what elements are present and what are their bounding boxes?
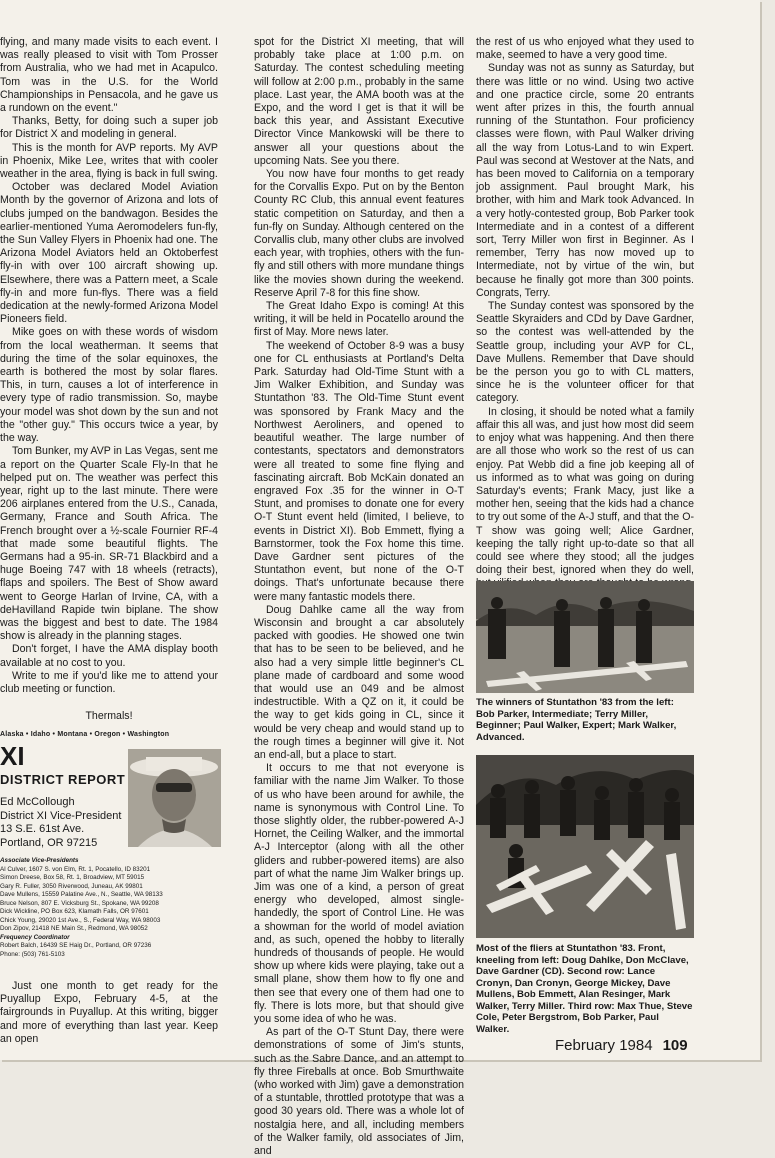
paragraph: As part of the O-T Stunt Day, there were demonstrations of some of Jim's stunts, such as the Sabre Dance, and an attempt to fly three Fireballs at once. Bob Smurthwaite (who worked with Jim) gave a demonstration of a stuntable, throttled prototype that was a good 30 years old. There was a whole lot of nostalgia here, and all, including members of the Walker family, old associates of Jim, and (254, 1026, 464, 1158)
district-report-title: DISTRICT REPORT (0, 772, 126, 787)
paragraph: It occurs to me that not everyone is familiar with the name Jim Walker. To those of us who have been around for awhile, the name is synonymous with Control Line. To those slightly older, the rubber-powered A-J Hornet, the Ceiling Walker, and the immortal A-J Interceptor (along with all the other gliders and rubber-powered items) are also part of what the name Jim Walker brings up. Jim was one of a kind, a person of great energy who developed, almost single-handedly, the sport of Control Line. He was a showman for the world of model aviation and, as such, opened the hobby to literally hundreds of thousands of people. He would show up where kids were playing, take out a small plane, show them how to fly one and then see that every one of them had one to fly. There is lots more, but that should give you some idea of who he was. (254, 762, 464, 1026)
paragraph: Tom Bunker, my AVP in Las Vegas, sent me a report on the Quarter Scale Fly-In that he helped put on. The weather was perfect this year, right up to the last minute. There were 206 airplanes entered from the U.S., Canada, Germany, France and South Africa. The French brought over a ½-scale Fournier RF-4 that made some beautiful flights. The Germans had a 95-in. SR-71 Blackbird and a huge Boeing 747 with 18 wheels (retracts), flaps and spoilers. The Best of Show award went to George Harlan of Irvine, CA, with a deHavilland Rapide twin biplane. The show was the biggest and best to date. The 1984 show is already in the planning stages. (0, 445, 218, 643)
assoc-line: Simon Dreese, Box 58, Rt. 1, Broadview, MT 59015 (0, 874, 145, 881)
vp-line: 13 S.E. 61st Ave. (0, 823, 85, 835)
freq-line: Robert Balch, 16439 SE Haig Dr., Portland, OR 97236 (0, 942, 152, 949)
freq-heading: Frequency Coordinator (0, 933, 70, 941)
freq-line: Phone: (503) 761-5103 (0, 950, 65, 958)
paragraph: In closing, it should be noted what a family affair this all was, and just how most did seem to enjoy what was happening. And then there are all those who work so the rest of us can enjoy. Pat Webb did a fine job keeping all of us informed as to what was going on during Saturday's events; Frank Macy, just like a mother hen, seeing that the kids had a chance to try out some of the A-J stuff, and that the O-T show was going well; Alice Gardner, keeping the tally right up-to-date so that all could see where they stood; all the judges doing their best, ignored when they do well, (476, 405, 694, 577)
paragraph: Just one month to get ready for the Puyallup Expo, February 4-5, at the fairgrounds in Puyallup. At this writing, bigger and more of everything than last year. Keep an open (0, 980, 218, 1045)
column-1-bottom (0, 980, 218, 1046)
paragraph: spot for the District XI meeting, that will probably take place at 1:00 p.m. on Saturday. The contest scheduling meeting will follow at 2:00 p.m., probably in the same place. Last year, the AMA booth was at the Expo, and the word I get is that it will be back this year, and Assistant Executive Director Vince Mankowski will be there to answer all your questions about the upcoming Nats. See you there. (254, 36, 464, 167)
paragraph: Doug Dahlke came all the way from Wisconsin and brought a car absolutely packed with goodies. He showed one twin that has to be seen to be believed, and he also had a very simple little beginner's CL plane made of cardboard and some wood that would use an 049 and be almost indestructible. With a QZ on it, it could be the way to get kids going in CL, since it would be very cheap and would stand up to the rough times a beginner will give it. Not an end-all, but a place to start. (254, 603, 464, 761)
vp-line: District XI Vice-President (0, 809, 122, 822)
assoc-line: Gary R. Fuller, 3050 Riverwood, Juneau, AK 99801 (0, 882, 143, 890)
district-number: XI (0, 741, 25, 771)
column-2 (254, 36, 464, 1158)
assoc-line: Chick Young, 29020 1st Ave., S., Federal Way, WA 98003 (0, 916, 161, 924)
paragraph: You now have four months to get ready for the Corvallis Expo. Put on by the Benton County RC Club, this annual event features static competition on Saturday, and then a fun-fly on Sunday. Although centered on the Corvallis club, many other clubs are involved each year, with trophies, others with the fun-fly and still others with more mundane things like the movies shown during the weekend. Reserve April 7-8 for this fine show. (254, 168, 464, 299)
page-footer (555, 1037, 688, 1054)
assoc-line: Don Zipov, 21418 NE Main St., Redmond, WA 98052 (0, 925, 148, 932)
paragraph: the rest of us who enjoyed what they used to make, seemed to have a very good time. (476, 36, 694, 62)
issue-date: February 1984 (555, 1037, 653, 1054)
column-3 (476, 36, 694, 577)
paragraph: Sunday was not as sunny as Saturday, but there was little or no wind. Using two active and one practice circle, some 20 entrants went after prizes in this, the fourth annual running of the Stuntathon. Four proficiency classes were flown, with Paul Walker driving all the way from Lotus-Land to win Expert. Paul was second at Westover at the Nats, and has been moved to California on a temporary job assignment. Paul brought Mark, his brother, with him and Mark took Advanced. In a very hotly-contested group, Bob Parker took Intermediate and in a contest of a different sort, Terry Miller won first in Beginner. As I remember, Terry has now moved up to Intermediate, not by virtue of the win, but because he finally got more than 300 points. Congrats, Terry. (476, 62, 694, 299)
district-states: Alaska • Idaho • Montana • Oregon • Washington (0, 731, 170, 738)
fliers-group-photo (476, 755, 694, 938)
assoc-heading: Associate Vice-Presidents (0, 857, 79, 864)
vice-president-address (0, 796, 121, 850)
page-number: 109 (662, 1037, 688, 1054)
paragraph: Mike goes on with these words of wisdom from the local weatherman. It seems that during the time of the solar equinoxes, the earth is bothered the most by solar flares. This, in turn, causes a lot of interference in every type of radio transmission. So, maybe your model was shot down by the sun and not the "other guy." This occurs twice a year, by the way. (0, 326, 218, 445)
assoc-line: Dave Mullens, 15559 Palatine Ave., N., Seattle, WA 98133 (0, 891, 163, 898)
paragraph: October was declared Model Aviation Month by the governor of Arizona and lots of clubs jumped on the bandwagon. Besides the earlier-mentioned Yuma Aeromodelers fun-fly, the Sun Valley Flyers in Phoenix had one. The Arizona Model Aviators held an Oktoberfest fly-in with over 100 aircraft showing up. Elsewhere, there was a Pattern meet, a Scale fly-in and more fun-flys. There was a field dedication at the newly-formed Arizona Model Pioneers field. (0, 181, 218, 326)
paragraph: The Great Idaho Expo is coming! At this writing, it will be held in Pocatello around the first of May. More news later. (254, 300, 464, 339)
paragraph: flying, and many made visits to each event. I was really pleased to visit with Tom Prosser from Australia, who we had met in Acapulco. Tom was in the U.S. for the World Championships in Pensacola, and he gave us a rundown on the event." (0, 36, 218, 115)
paragraph: The weekend of October 8-9 was a busy one for CL enthusiasts at Portland's Delta Park. Saturday had Old-Time Stunt with a Jim Walker Exhibition, and Sunday was Stuntathon '83. The Old-Time Stunt event was sponsored by Frank Macy and the Northwest Aeroliners, and opened to beautiful weather. The large number of contestants, spectators and demonstrators were all treated to some fine flying and fascinating aircraft. Bob McKain donated an engraved Fox .35 for the winner in O-T Stunt, and promises to donate one for every O-T Stunt event held (limited, I believe, to events in District XI). Bob Emmett, flying a Barnstormer, took the Fox home this time. Dave Gardner sent pictures of the Stuntathon event, but none of the O-T doings. That's unfortunate because there were many fantastic models there. (254, 339, 464, 603)
winners-photo (476, 581, 694, 693)
author-portrait-photo (128, 749, 221, 847)
assoc-line: Dick Wickline, PO Box 623, Klamath Falls, OR 97601 (0, 908, 149, 915)
column-1 (0, 36, 218, 723)
photo-caption-winners: The winners of Stuntathon '83 from the left: Bob Parker, Intermediate; Terry Miller, Beginner; Paul Walker, Expert; Mark Walker, Advanced. (476, 697, 677, 743)
signoff: Thermals! (85, 710, 133, 723)
associate-vp-list (0, 857, 225, 959)
paragraph: The Sunday contest was sponsored by the Seattle Skyraiders and CDd by Dave Gardner, so the contest was well-attended by the Seattle group, including your AVP for CL, Dave Mullens. Remember that Dave should be the person you go to with CL matters, since he is the volunteer officer for that category. (476, 300, 694, 405)
vp-line: Ed McCollough (0, 796, 75, 808)
paragraph: Thanks, Betty, for doing such a super job for District X and modeling in general. (0, 115, 218, 141)
paragraph: Write to me if you'd like me to attend your club meeting or function. (0, 669, 218, 695)
photo-caption-fliers: Most of the fliers at Stuntathon '83. Front, kneeling from left: Doug Dahlke, Don McClave, Dave Gardner (CD). Second row: Lance Cronyn, Dan Cronyn, George Mickey, Dave Mullens, Bob Emmett, Alan Resinger, Mark Walker, Terry Miller. Third row: Max Thue, Steve Cole, Peter Bergstrom, Bob Parker, Paul Walker. (476, 943, 693, 1035)
assoc-line: Al Culver, 1607 S. von Elm, Rt. 1, Pocatello, ID 83201 (0, 865, 151, 873)
vp-line: Portland, OR 97215 (0, 836, 98, 849)
paragraph: This is the month for AVP reports. My AVP in Phoenix, Mike Lee, writes that with cooler weather in the area, flying is back in full swing. (0, 141, 218, 181)
paragraph: Don't forget, I have the AMA display booth available at no cost to you. (0, 643, 218, 669)
assoc-line: Bruce Nelson, 807 E. Vicksburg St., Spokane, WA 99208 (0, 899, 159, 907)
